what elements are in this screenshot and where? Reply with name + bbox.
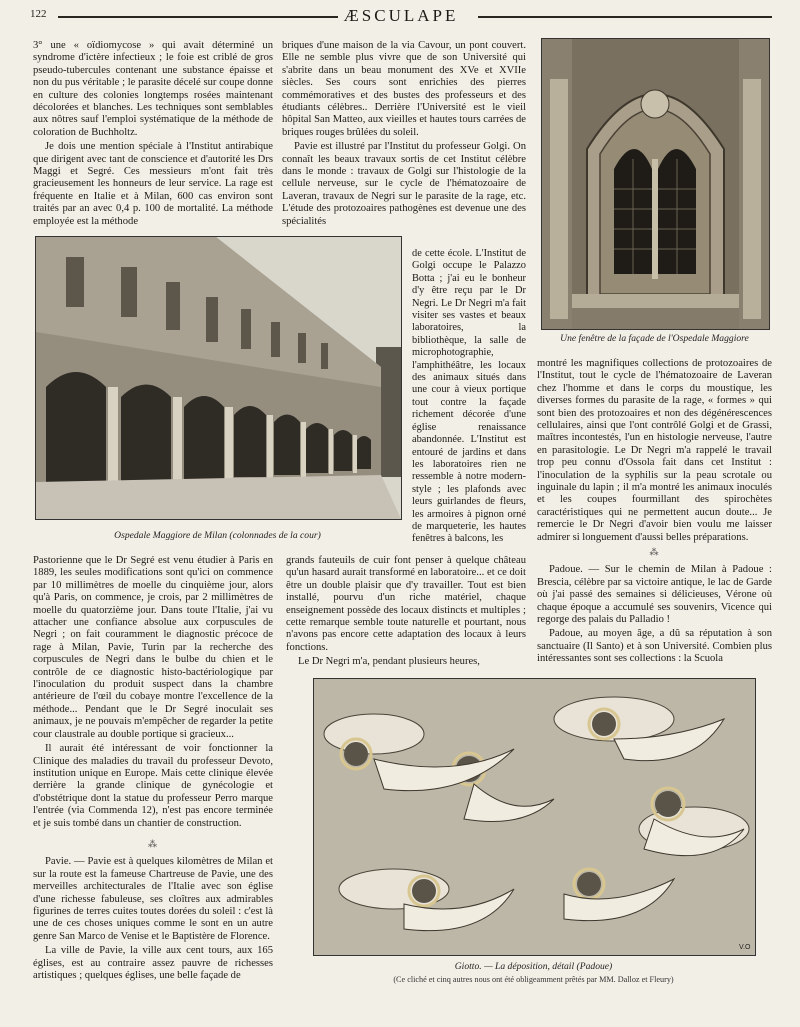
colonnade-photo — [35, 236, 402, 520]
giotto-caption: Giotto. — La déposition, détail (Padoue) — [454, 961, 613, 972]
column-2-narrow — [412, 248, 526, 548]
paragraph: Padoue, au moyen âge, a dû sa réputation à son sanctuaire (Il Santo) et à son Université. Combien plus intéressantes sont ses collections : la Scuola — [537, 628, 772, 665]
column-2-top — [282, 40, 526, 230]
window-caption: Une fenêtre de la façade de l'Ospedale Maggiore — [560, 333, 749, 344]
paragraph: de cette école. L'Institut de Golgi occupe le Palazzo Botta ; j'ai eu le bonheur d'y être reçu par le Dr Negri. Le Dr Negri m'a fait visiter ses vastes et beaux laboratoires, la bibliothèque, la salle de microphotographie, l'amphithéâtre, les locaux des animaux situés dans une cour à vieux portique tout contre la façade richement décorée d'une église renaissance abandonnée. L'Institut est entouré de jardins et dans les laboratoires rien ne ressemble à notre modern-style ; les plafonds avec leurs guirlandes de fleurs, les armoires à pignon orné de marqueterie, les hautes fenêtres à balcons, les — [412, 248, 526, 545]
colonnade-illustration — [36, 237, 401, 519]
column-1-bottom — [33, 555, 273, 984]
giotto-photo — [313, 678, 756, 956]
column-3-bottom — [537, 546, 772, 668]
section-separator: ⁂ — [649, 547, 660, 557]
column-3-top — [537, 358, 772, 546]
paragraph: Padoue. — Sur le chemin de Milan à Padoue : Brescia, célèbre par sa victoire antique, le lac de Garde où j'ai passé des semaines si délicieuses, Vérone où chaque époque a accumulé ses souvenirs, Vicence qui regorge des palais du Palladio ! — [537, 564, 772, 626]
paragraph: montré les magnifiques collections de protozoaires de l'Institut, tout le cycle de l'hématozoaire de Laveran chez l'homme et dans le corps du moustique, les diverses formes du parasite de la rage, « formes » qui sont bien des protozoaires et non des dégénérescences cellulaires, ainsi que l'ont contrôlé Golgi et de Grassi, maîtres incontestés, l'un en histologie nerveuse, l'autre en parasitologie. Le Dr Negri m'a rappelé le travail trop peu connu d'Ossola fait dans cet Institut : l'inoculation de la syphilis sur la peau scrotale ou inguinale du lapin ; il m'a montré les animaux inoculés et les coupes fourmillant des spirochètes caractéristiques qui ne permettent aucun doute... Je remercie le Dr Negri d'avoir bien voulu me laisser admirer si longuement d'aussi belles préparations. — [537, 358, 772, 543]
paragraph: Pavie. — Pavie est à quelques kilomètres de Milan et sur la route est la fameuse Chartreuse de Pavie, une des merveilles architecturales de l'Italie avec son église d'une richesse fabuleuse, ses cloîtres aux admirables figurines de terres cuites toutes dorées du soleil : c'est là une de ces choses uniques comme le sont en un autre genre San Marco de Venise et le Baptistère de Florence. — [33, 856, 273, 942]
column-2-bottom — [286, 555, 526, 671]
paragraph: Il aurait été intéressant de voir fonctionner la Clinique des maladies du travail du professeur Devoto, institution unique en Europe. Mais cette clinique élevée derrière la grande clinique de gynécologie et d'obstétrique dont la statue du professeur Perro marque l'entrée (via Commenda 12), n'est pas encore terminée et je suis tombé dans un chantier de construction. — [33, 743, 273, 829]
paragraph: 3° une « oïdiomycose » qui avait déterminé un syndrome d'ictère infectieux ; le foie est criblé de gros pseudo-tubercules contenant une substance épaisse et non du pus véritable ; le parasite décelé sur coupe donne en culture des colonies longtemps rosées maintenant décolorées et blanches. Les techniques sont semblables aux nôtres sauf l'emploi systématique de la méthode de coloration de Buchholtz. — [33, 40, 273, 138]
paragraph: Pavie est illustré par l'Institut du professeur Golgi. On connaît les beaux travaux sortis de cet Institut célèbre dans le monde : travaux de Golgi sur l'histologie de la cellule nerveuse, sur le cycle de l'hématozoaire de Laveran, travaux de Negri sur le parasite de la rage, etc. L'étude des protozoaires pathogènes est devenue une des spécialités — [282, 141, 526, 227]
giotto-illustration — [314, 679, 755, 955]
column-1-top — [33, 40, 273, 230]
window-photo — [541, 38, 770, 330]
paragraph: La ville de Pavie, la ville aux cent tours, aux 165 églises, est au contraire assez pauvre de richesses artistiques ; quelques églises, une belle façade de — [33, 945, 273, 981]
journal-title: ÆSCULAPE — [30, 6, 772, 26]
window-illustration — [542, 39, 769, 329]
giotto-credit: (Ce cliché et cinq autres nous ont été obligeamment prêtés par MM. Dalloz et Fleury) — [393, 975, 674, 984]
colonnade-caption: Ospedale Maggiore de Milan (colonnades de la cour) — [114, 530, 321, 541]
page-header — [30, 8, 772, 26]
svg-text:V.O: V.O — [739, 944, 751, 951]
paragraph: briques d'une maison de la via Cavour, un pont couvert. Elle ne semble plus vivre que de son Université qui s'abrite dans un beau monument des XVe et XVIIe siècles. Ses cours sont enrichies des pierres commémoratives et des bustes des professeurs et des étudiants célèbres.. Derrière l'Université est le vieil hôpital San Matteo, aux vieilles et hautes tours carrées de briques rouges brûlées du soleil. — [282, 40, 526, 138]
section-separator: ⁂ — [148, 838, 158, 849]
paragraph: Je dois une mention spéciale à l'Institut antirabique que dirigent avec tant de conscience et d'autorité les Drs Maggi et Segré. Ces messieurs m'ont fait très gracieusement les honneurs de leur service. La rage est fréquente en Italie et à Milan, 600 cas environ sont traités par an avec 0,4 p. 100 de mortalité. La méthode employée est la méthode — [33, 141, 273, 227]
paragraph: Pastorienne que le Dr Segré est venu étudier à Paris en 1889, les seules modifications sont qu'ici on commence par 10 millimètres de moelle du cinquième jour, alors qu'à Paris, on commence, je crois, par 2 millimètres de moelle du quatorzième jour. Dans toute l'Italie, j'ai vu attacher une confiance absolue aux corpuscules de Negri ; on fait couramment le diagnostic précoce de rage à Milan, Pavie, Turin par la recherche des corpuscules de Negri dans le bulbe du chien et le contrôle de ce diagnostic histo-bactériologique par l'inoculation du produit suspect dans la chambre antérieure de l'œil du cobaye montre l'excellence de la méthode... Pendant que le Dr Segré inoculait ses animaux, je ne pouvais m'empêcher de regarder la petite cour claustrale au double portique si gracieux... — [33, 555, 273, 740]
paragraph: Le Dr Negri m'a, pendant plusieurs heures, — [298, 656, 480, 668]
paragraph: grands fauteuils de cuir font penser à quelque château qu'un hasard aurait transformé en laboratoire... et ce doit être un double plaisir que d'y travailler. Tout est bien installé, pourvu d'un riche matériel, chaque enseignement possède des locaux distincts et multiples ; cette remarque semble toute naturelle et pourtant, nous n'avons pas encore cette adaptation des locaux à leurs fonctions. — [286, 555, 526, 653]
page-number: 122 — [30, 8, 47, 20]
